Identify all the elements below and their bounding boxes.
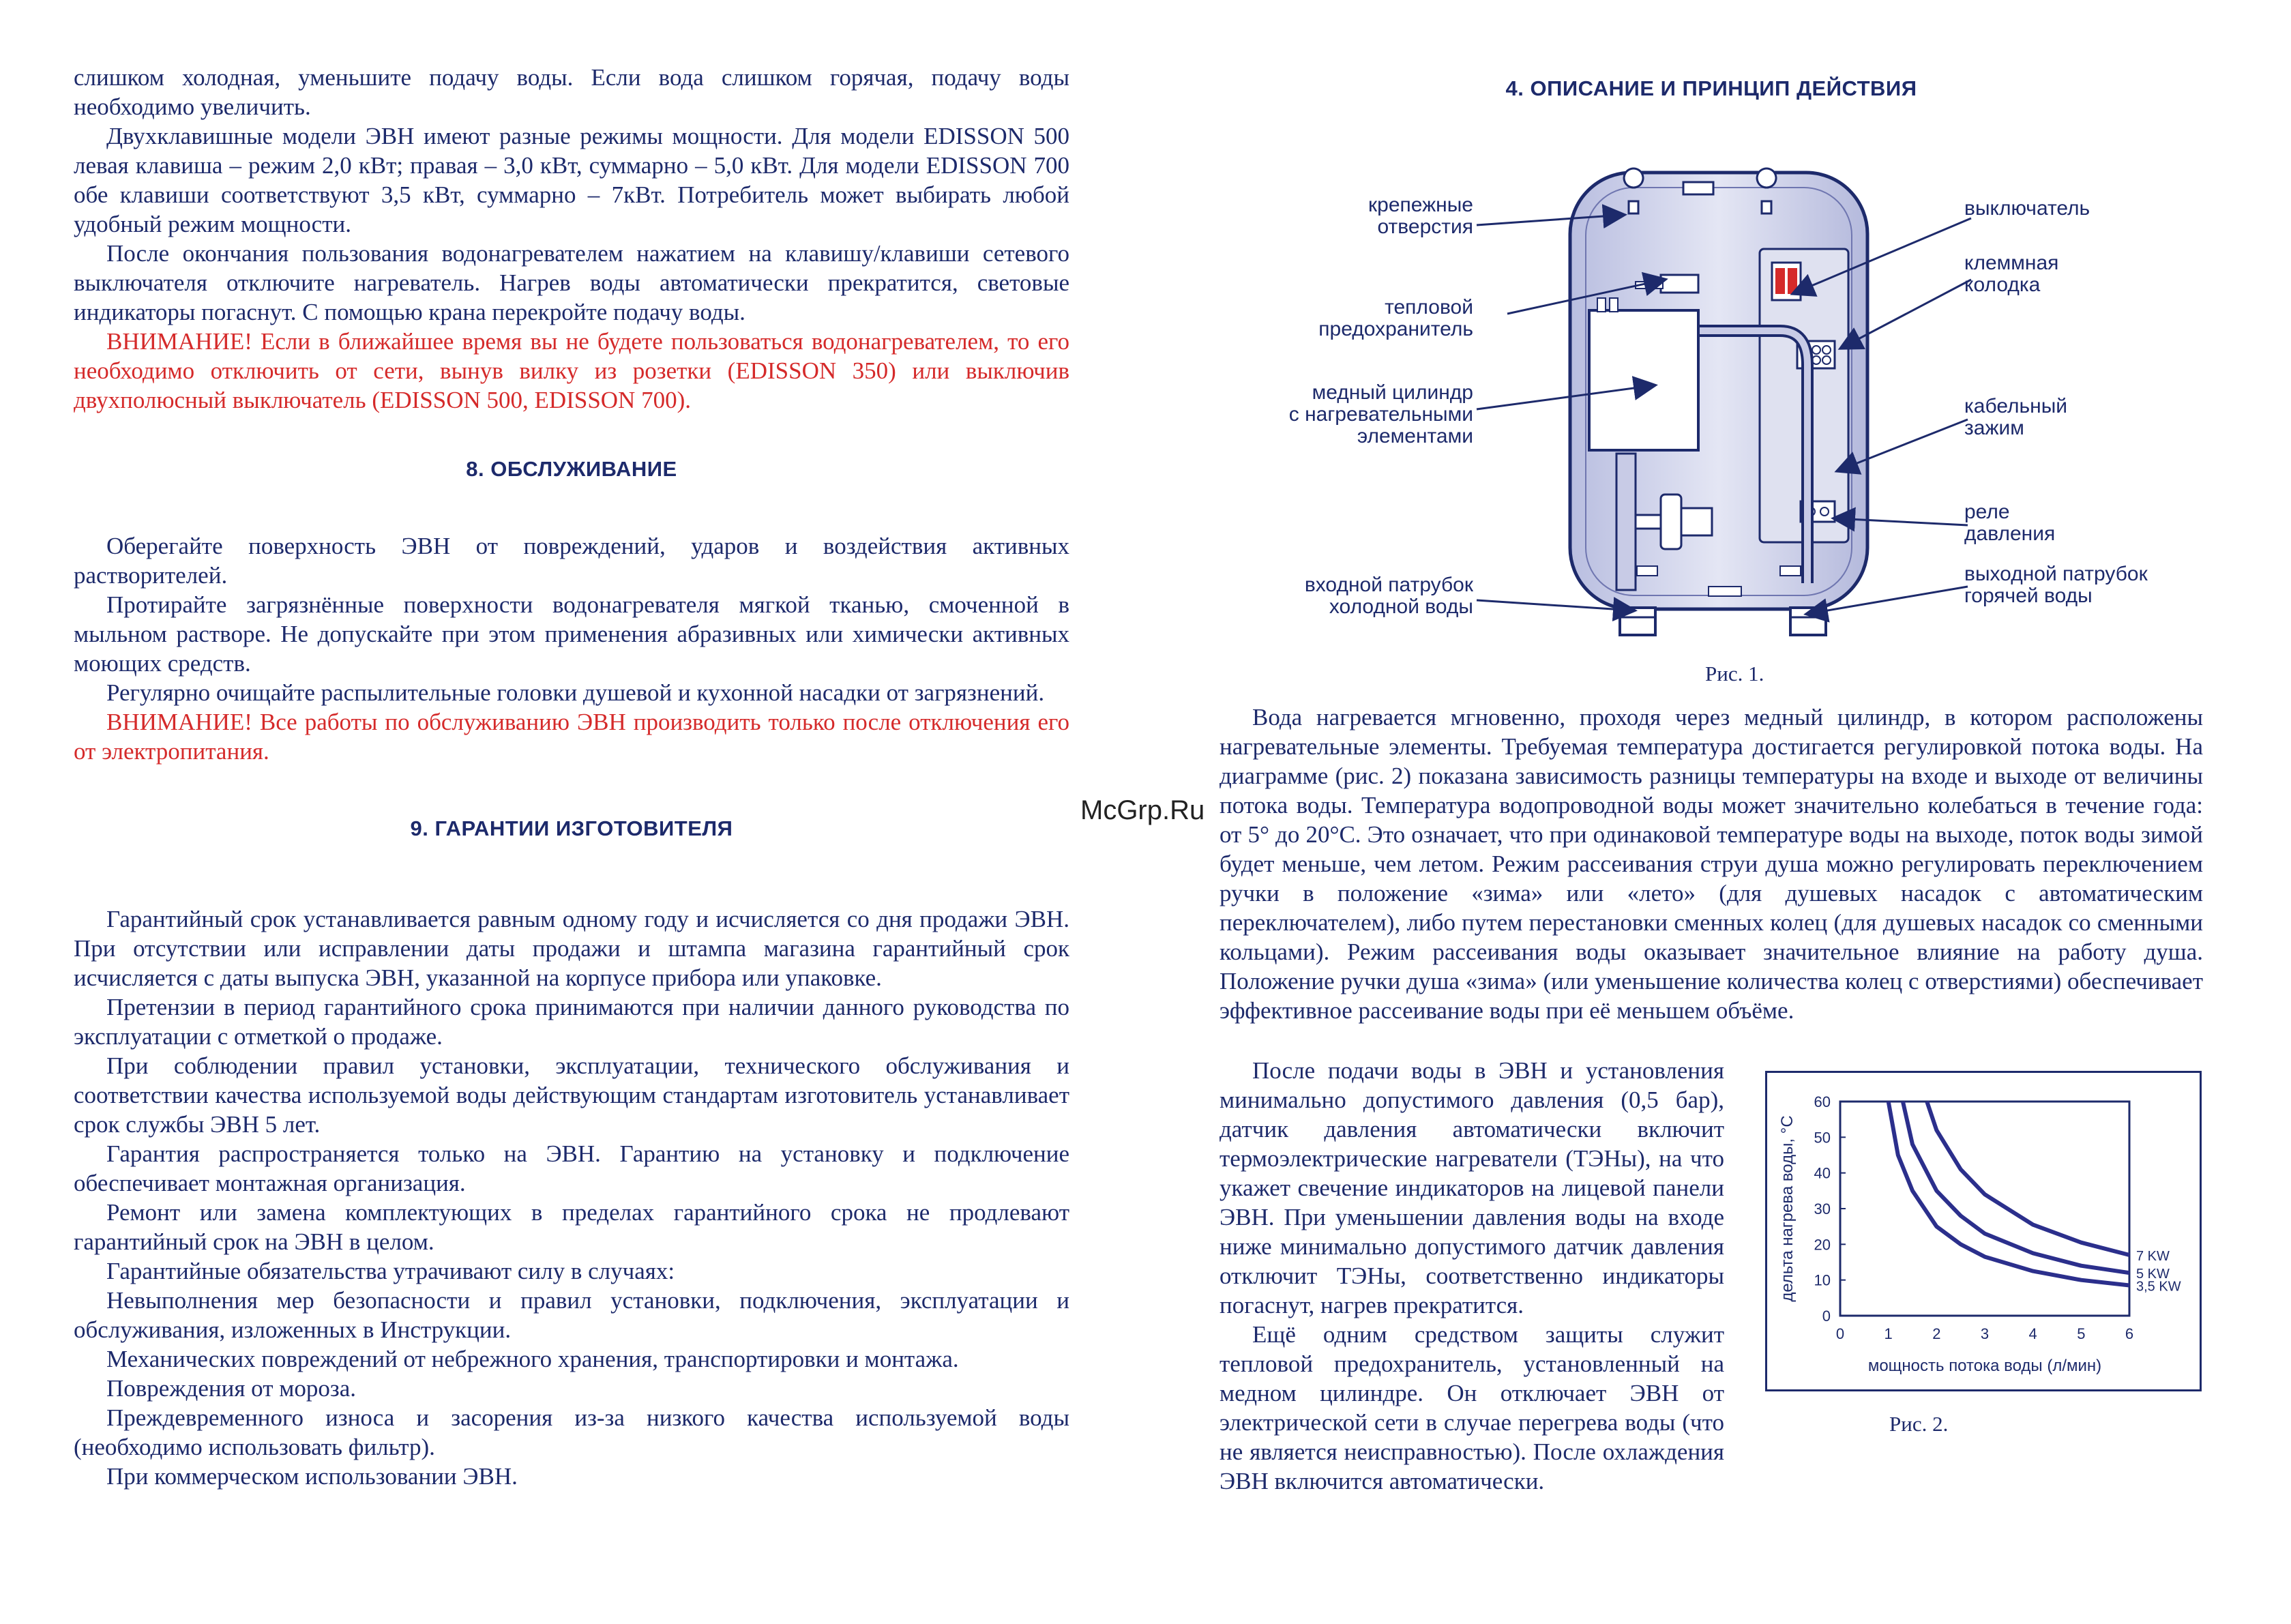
warning-text: Все работы по обслуживанию ЭВН производить только после отключения его от электропитания. xyxy=(74,709,1069,765)
paragraph: Гарантия распространяется только на ЭВН. Гарантию на установку и подключение обеспечивает монтажная организация. xyxy=(74,1140,1069,1196)
y-tick-label: 60 xyxy=(1814,1093,1831,1110)
paragraph: После подачи воды в ЭВН и установления минимально допустимого давления (0,5 бар), датчик давления автоматически включит термоэлектрические нагреватели (ТЭНы), на что укажет свечение индикаторов на лицевой панели ЭВН. При уменьшении давления воды на входе ниже минимально допустимого датчик давления отключит ТЭНы, соответственно индикаторы погаснут, нагрев прекратится. xyxy=(1220,1057,1724,1318)
section-heading-9: 9. ГАРАНТИИ ИЗГОТОВИТЕЛЯ xyxy=(410,816,733,840)
y-axis-label: дельта нагрева воды, °С xyxy=(1778,1115,1797,1302)
y-tick-label: 50 xyxy=(1814,1129,1831,1147)
x-axis-label: мощность потока воды (л/мин) xyxy=(1867,1357,2102,1375)
warning-text: Если в ближайшее время вы не будете пользоваться водонагревателем, то его необходимо отключить от сети, вынув вилку из розетки (EDISSON 350) или выключив двухполюсный выключатель (EDISSON 500, EDISSON 700). xyxy=(74,328,1070,413)
paragraph: Ремонт или замена комплектующих в пределах гарантийного срока не продлевают гарантийный срок на ЭВН в целом. xyxy=(74,1199,1069,1255)
label-text: входной патрубок холодной воды xyxy=(1304,574,1473,618)
leader-line xyxy=(1507,280,1664,314)
label-terminal-block xyxy=(1964,252,2196,296)
leader-line xyxy=(1835,518,1968,525)
label-text: крепежные отверстия xyxy=(1368,194,1473,238)
paragraph: Претензии в период гарантийного срока принимаются при наличии данного руководства по эксплуатации с отметкой о продаже. xyxy=(74,994,1069,1050)
x-tick-label: 4 xyxy=(2028,1325,2037,1342)
label-switch xyxy=(1964,198,2196,220)
y-tick-label: 10 xyxy=(1814,1271,1831,1289)
paragraph: После окончания пользования водонагревателем нажатием на клавишу/клавиши сетевого выключателя отключите нагреватель. Нагрев воды автоматически прекратится, световые индикаторы погаснут. С помощью крана перекройте подачу воды. xyxy=(74,240,1069,325)
label-mounting-holes xyxy=(1228,194,1473,238)
watermark: McGrp.Ru xyxy=(1080,795,1205,825)
warning-label: ВНИМАНИЕ! xyxy=(106,709,252,735)
series-label: 7 KW xyxy=(2136,1249,2170,1265)
paragraph: Протирайте загрязнённые поверхности водонагревателя мягкой тканью, смоченной в мыльном растворе. Не допускайте при этом применения абразивных или химически активных моющих средств. xyxy=(74,591,1069,677)
label-cable-clamp xyxy=(1964,396,2196,439)
label-thermal-fuse xyxy=(1228,297,1473,340)
paragraph: слишком холодная, уменьшите подачу воды. Если вода слишком горячая, подачу воды необходимо увеличить. xyxy=(74,64,1069,120)
paragraph: Преждевременного износа и засорения из-за низкого качества используемой воды (необходимо использовать фильтр). xyxy=(74,1404,1069,1460)
y-tick-label: 20 xyxy=(1814,1236,1831,1254)
label-text: медный цилиндр с нагревательными элементами xyxy=(1288,381,1473,447)
paragraph: Гарантийный срок устанавливается равным одному году и исчисляется со дня продажи ЭВН. При отсутствии или исправлении даты продажи и штампа магазина гарантийный срок исчисляется с даты выпуска ЭВН, указанной на корпусе прибора или упаковке. xyxy=(74,906,1069,991)
flow-temperature-chart xyxy=(1765,1071,2202,1391)
label-text: тепловой предохранитель xyxy=(1318,296,1473,340)
paragraph: Оберегайте поверхность ЭВН от повреждений, ударов и воздействия активных растворителей. xyxy=(74,533,1069,589)
right-column-narrow xyxy=(1220,1056,1724,1496)
x-tick-label: 5 xyxy=(2077,1325,2086,1342)
x-tick-label: 6 xyxy=(2125,1325,2134,1342)
paragraph: При коммерческом использовании ЭВН. xyxy=(106,1463,518,1490)
paragraph: Невыполнения мер безопасности и правил установки, подключения, эксплуатации и обслуживания, изложенных в Инструкции. xyxy=(74,1287,1069,1343)
paragraph: Повреждения от мороза. xyxy=(106,1375,357,1402)
y-tick-label: 40 xyxy=(1814,1164,1831,1182)
paragraph: Двухклавишные модели ЭВН имеют разные режимы мощности. Для модели EDISSON 500 левая клавиша – режим 2,0 кВт; правая – 3,0 кВт, суммарно – 5,0 кВт. Для модели EDISSON 700 обе клавиши соответствуют 3,5 кВт, суммарно – 7кВт. Потребитель может выбирать любой удобный режим мощности. xyxy=(74,123,1069,237)
leader-line xyxy=(1807,587,1968,614)
paragraph: Ещё одним средством защиты служит тепловой предохранитель, установленный на медном цилиндре. Он отключает ЭВН от электрической сети в случае перегрева воды (что не является неисправностью). После охлаждения ЭВН включится автоматически. xyxy=(1220,1321,1724,1494)
series-label: 5 KW xyxy=(2136,1267,2170,1282)
right-column xyxy=(1220,703,2203,1025)
label-copper-cylinder xyxy=(1228,382,1473,447)
section-heading-8: 8. ОБСЛУЖИВАНИЕ xyxy=(466,457,677,481)
label-pressure-relay xyxy=(1964,501,2196,545)
figure-1-caption: Рис. 1. xyxy=(1705,662,1764,685)
warning-label: ВНИМАНИЕ! xyxy=(106,328,252,355)
paragraph: Регулярно очищайте распылительные головки душевой и кухонной насадки от загрязнений. xyxy=(106,679,1045,706)
leader-line xyxy=(1842,280,1971,348)
paragraph: Вода нагревается мгновенно, проходя через медный цилиндр, в котором расположены нагревательные элементы. Требуемая температура достигается регулировкой потока воды. На диаграмме (рис. 2) показана зависимость разницы температуры на входе и выходе от величины потока воды. Температура водопроводной воды может значительно колебаться в течение года: от 5° до 20°С. Это означает, что при одинаковой температуре воды на выходе, поток воды зимой будет меньше, чем летом. Режим рассеивания струи душа можно регулировать переключением ручки в положение «зима» или «лето» (для душевых насадок с автоматическим переключателем), либо путем перестановки сменных колец (для душевых насадок со сменными кольцами). Режим рассеивания воды оказывает значительное влияние на работу душа. Положение ручки душа «зима» (или уменьшение количества колец с отверстиями) обеспечивает эффективное рассеивание воды при её меньшем объёме. xyxy=(1220,704,2203,1024)
label-text: выходной патрубок горячей воды xyxy=(1964,563,2148,607)
leader-line xyxy=(1794,218,1971,293)
leader-line xyxy=(1838,419,1968,471)
paragraph: Механических повреждений от небрежного хранения, транспортировки и монтажа. xyxy=(106,1346,959,1372)
y-tick-label: 0 xyxy=(1822,1308,1831,1325)
label-text: клеммная колодка xyxy=(1964,252,2059,296)
leader-line xyxy=(1477,215,1623,225)
label-text: выключатель xyxy=(1964,197,2090,220)
label-outlet xyxy=(1964,563,2196,607)
leader-line xyxy=(1477,600,1634,610)
x-tick-label: 3 xyxy=(1980,1325,1990,1342)
x-tick-label: 0 xyxy=(1835,1325,1845,1342)
y-tick-label: 30 xyxy=(1814,1200,1831,1217)
leader-line xyxy=(1477,385,1654,409)
section-heading-4: 4. ОПИСАНИЕ И ПРИНЦИП ДЕЙСТВИЯ xyxy=(1505,76,1917,100)
paragraph: При соблюдении правил установки, эксплуатации, технического обслуживания и соответствии качества используемой воды действующим стандартам изготовитель устанавливает срок службы ЭВН 5 лет. xyxy=(74,1052,1069,1138)
figure-2-caption: Рис. 2. xyxy=(1889,1412,1949,1436)
paragraph: Гарантийные обязательства утрачивают силу в случаях: xyxy=(106,1258,675,1284)
x-tick-label: 2 xyxy=(1932,1325,1941,1342)
series-label: 3,5 KW xyxy=(2136,1279,2181,1295)
label-inlet xyxy=(1228,574,1473,618)
label-text: реле давления xyxy=(1964,501,2056,545)
x-tick-label: 1 xyxy=(1884,1325,1893,1342)
label-text: кабельный зажим xyxy=(1964,395,2068,439)
